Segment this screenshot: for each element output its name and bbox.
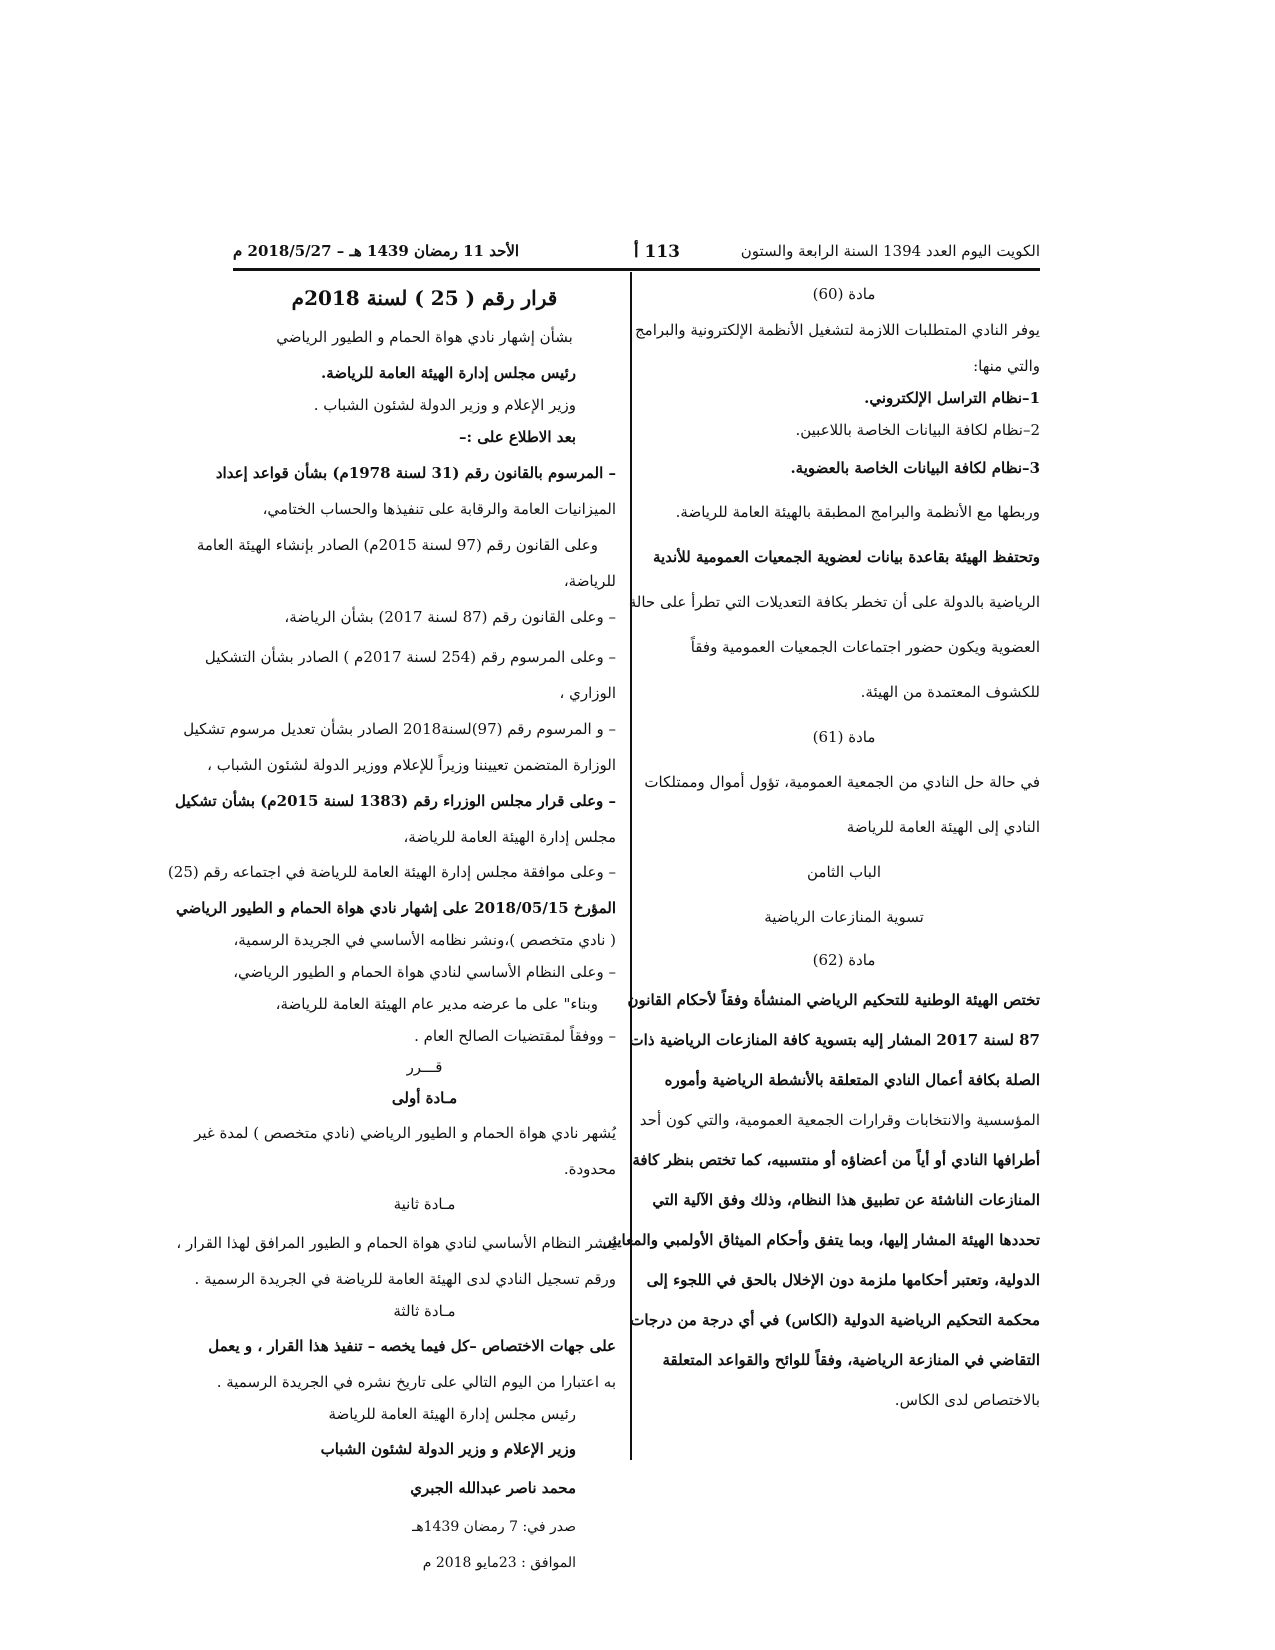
- text-line: محدودة.: [563, 1160, 616, 1178]
- decree-subject: بشأن إشهار نادي هواة الحمام و الطيور الرياضي: [276, 328, 573, 346]
- text-line: تختص الهيئة الوطنية للتحكيم الرياضي المنشأة وفقاً لأحكام القانون: [627, 991, 1040, 1009]
- text-line: أطرافها النادي أو أياً من أعضاؤه أو منتسبيه، كما تختص بنظر كافة: [632, 1151, 1040, 1169]
- article-2-heading: مـادة ثانية: [393, 1195, 456, 1213]
- list-item: 3–نظام لكافة البيانات الخاصة بالعضوية.: [790, 459, 1040, 477]
- decision-heading: قـــرر: [406, 1058, 443, 1076]
- article-1-heading: مـادة أولى: [391, 1089, 458, 1107]
- issued-date-hijri: صدر في: 7 رمضان 1439هـ: [412, 1519, 576, 1535]
- issuer-line: رئيس مجلس إدارة الهيئة العامة للرياضة.: [320, 364, 576, 382]
- text-line: يُنشر النظام الأساسي لنادي هواة الحمام و الطيور المرافق لهذا القرار ،: [176, 1234, 616, 1252]
- header-issue-info: الكويت اليوم العدد 1394 السنة الرابعة والستون: [740, 242, 1040, 260]
- issued-date-gregorian: الموافق : 23مايو 2018 م: [422, 1555, 576, 1571]
- chapter-subtitle: تسوية المنازعات الرياضية: [764, 908, 924, 926]
- text-line: – وعلى القانون رقم (87 لسنة 2017) بشأن الرياضة،: [284, 608, 616, 626]
- text-line: ورقم تسجيل النادي لدى الهيئة العامة للرياضة في الجريدة الرسمية .: [194, 1270, 616, 1288]
- text-line: على جهات الاختصاص –كل فيما يخصه – تنفيذ هذا القرار ، و يعمل: [208, 1337, 616, 1355]
- text-line: وبناء" على ما عرضه مدير عام الهيئة العامة للرياضة،: [275, 995, 598, 1013]
- text-line: – وعلى قرار مجلس الوزراء رقم (1383 لسنة 2015م) بشأن تشكيل: [174, 792, 616, 810]
- text-line: تحددها الهيئة المشار إليها، وبما يتفق وأحكام الميثاق الأولمبي والمعايير: [604, 1231, 1040, 1249]
- text-line: مجلس إدارة الهيئة العامة للرياضة،: [403, 828, 616, 846]
- text-line: وتحتفظ الهيئة بقاعدة بيانات لعضوية الجمعيات العمومية للأندية: [652, 548, 1040, 566]
- issuer-line: وزير الإعلام و وزير الدولة لشئون الشباب .: [313, 396, 576, 414]
- text-line: وربطها مع الأنظمة والبرامج المطبقة بالهيئة العامة للرياضة.: [675, 503, 1040, 521]
- decree-title: قرار رقم ( 25 ) لسنة 2018م: [291, 286, 558, 310]
- text-line: محكمة التحكيم الرياضية الدولية (الكاس) في أي درجة من درجات: [630, 1311, 1040, 1329]
- text-line: به اعتبارا من اليوم التالي على تاريخ نشره في الجريدة الرسمية .: [216, 1373, 616, 1391]
- signatory-name: محمد ناصر عبدالله الجبري: [410, 1479, 576, 1497]
- text-line: – وعلى النظام الأساسي لنادي هواة الحمام و الطيور الرياضي،: [233, 963, 616, 981]
- text-line: المؤسسية والانتخابات وقرارات الجمعية العمومية، والتي كون أحد: [639, 1111, 1040, 1129]
- header-divider: [233, 268, 1040, 271]
- header-page-number: 113 أ: [633, 242, 680, 262]
- text-line: والتي منها:: [973, 357, 1040, 375]
- text-line: التقاضي في المنازعة الرياضية، وفقاً للوائح والقواعد المتعلقة: [662, 1351, 1040, 1369]
- header-date: الأحد 11 رمضان 1439 هـ – 2018/5/27 م: [233, 242, 520, 260]
- chapter-heading: الباب الثامن: [806, 863, 881, 881]
- text-line: – المرسوم بالقانون رقم (31 لسنة 1978م) بشأن قواعد إعداد: [215, 464, 616, 482]
- article-62-heading: مادة (62): [812, 951, 876, 969]
- signature-title: رئيس مجلس إدارة الهيئة العامة للرياضة: [328, 1405, 576, 1423]
- text-line: يوفر النادي المتطلبات اللازمة لتشغيل الأنظمة الإلكترونية والبرامج: [635, 321, 1040, 339]
- text-line: وعلى القانون رقم (97 لسنة 2015م) الصادر بإنشاء الهيئة العامة: [196, 536, 598, 554]
- column-divider: [630, 272, 632, 1460]
- text-line: المنازعات الناشئة عن تطبيق هذا النظام، وذلك وفق الآلية التي: [652, 1191, 1040, 1209]
- article-60-heading: مادة (60): [812, 285, 876, 303]
- text-line: ( نادي متخصص )،ونشر نظامه الأساسي في الجريدة الرسمية،: [233, 931, 616, 949]
- text-line: بالاختصاص لدى الكاس.: [894, 1391, 1040, 1409]
- article-3-heading: مـادة ثالثة: [393, 1302, 456, 1320]
- text-line: النادي إلى الهيئة العامة للرياضة: [846, 818, 1040, 836]
- text-line: الصلة بكافة أعمال النادي المتعلقة بالأنشطة الرياضية وأموره: [664, 1071, 1040, 1089]
- signature-title: وزير الإعلام و وزير الدولة لشئون الشباب: [320, 1440, 576, 1458]
- text-line: يُشهر نادي هواة الحمام و الطيور الرياضي (نادي متخصص ) لمدة غير: [194, 1124, 616, 1142]
- text-line: في حالة حل النادي من الجمعية العمومية، تؤول أموال وممتلكات: [644, 773, 1040, 791]
- list-item: 2–نظام لكافة البيانات الخاصة باللاعبين.: [795, 421, 1040, 439]
- text-line: للرياضة،: [563, 572, 616, 590]
- text-line: العضوية ويكون حضور اجتماعات الجمعيات العمومية وفقاً: [690, 638, 1040, 656]
- text-line: 87 لسنة 2017 المشار إليه بتسوية كافة المنازعات الرياضية ذات: [629, 1031, 1040, 1049]
- text-line: – ووفقاً لمقتضيات الصالح العام .: [414, 1027, 616, 1045]
- text-line: الدولية، وتعتبر أحكامها ملزمة دون الإخلال بالحق في اللجوء إلى: [646, 1271, 1040, 1289]
- article-61-heading: مادة (61): [812, 728, 876, 746]
- text-line: – وعلى المرسوم رقم (254 لسنة 2017م ) الصادر بشأن التشكيل: [204, 648, 616, 666]
- text-line: الوزاري ،: [559, 684, 616, 702]
- preamble-heading: بعد الاطلاع على :–: [459, 428, 576, 446]
- text-line: – و المرسوم رقم (97)لسنة2018 الصادر بشأن تعديل مرسوم تشكيل: [183, 720, 616, 738]
- page-header: [233, 238, 1040, 268]
- text-line: للكشوف المعتمدة من الهيئة.: [860, 683, 1040, 701]
- text-line: المؤرخ 2018/05/15 على إشهار نادي هواة الحمام و الطيور الرياضي: [175, 899, 616, 917]
- text-line: – وعلى موافقة مجلس إدارة الهيئة العامة للرياضة في اجتماعه رقم (25): [167, 863, 616, 881]
- text-line: الميزانيات العامة والرقابة على تنفيذها والحساب الختامي،: [262, 500, 616, 518]
- text-line: الرياضية بالدولة على أن تخطر بكافة التعديلات التي تطرأ على حالة: [628, 593, 1040, 611]
- list-item: 1–نظام التراسل الإلكتروني.: [864, 389, 1040, 407]
- right-column: [604, 278, 1040, 1420]
- text-line: الوزارة المتضمن تعييننا وزيراً للإعلام ووزير الدولة لشئون الشباب ،: [207, 756, 616, 774]
- left-column: [167, 278, 616, 1579]
